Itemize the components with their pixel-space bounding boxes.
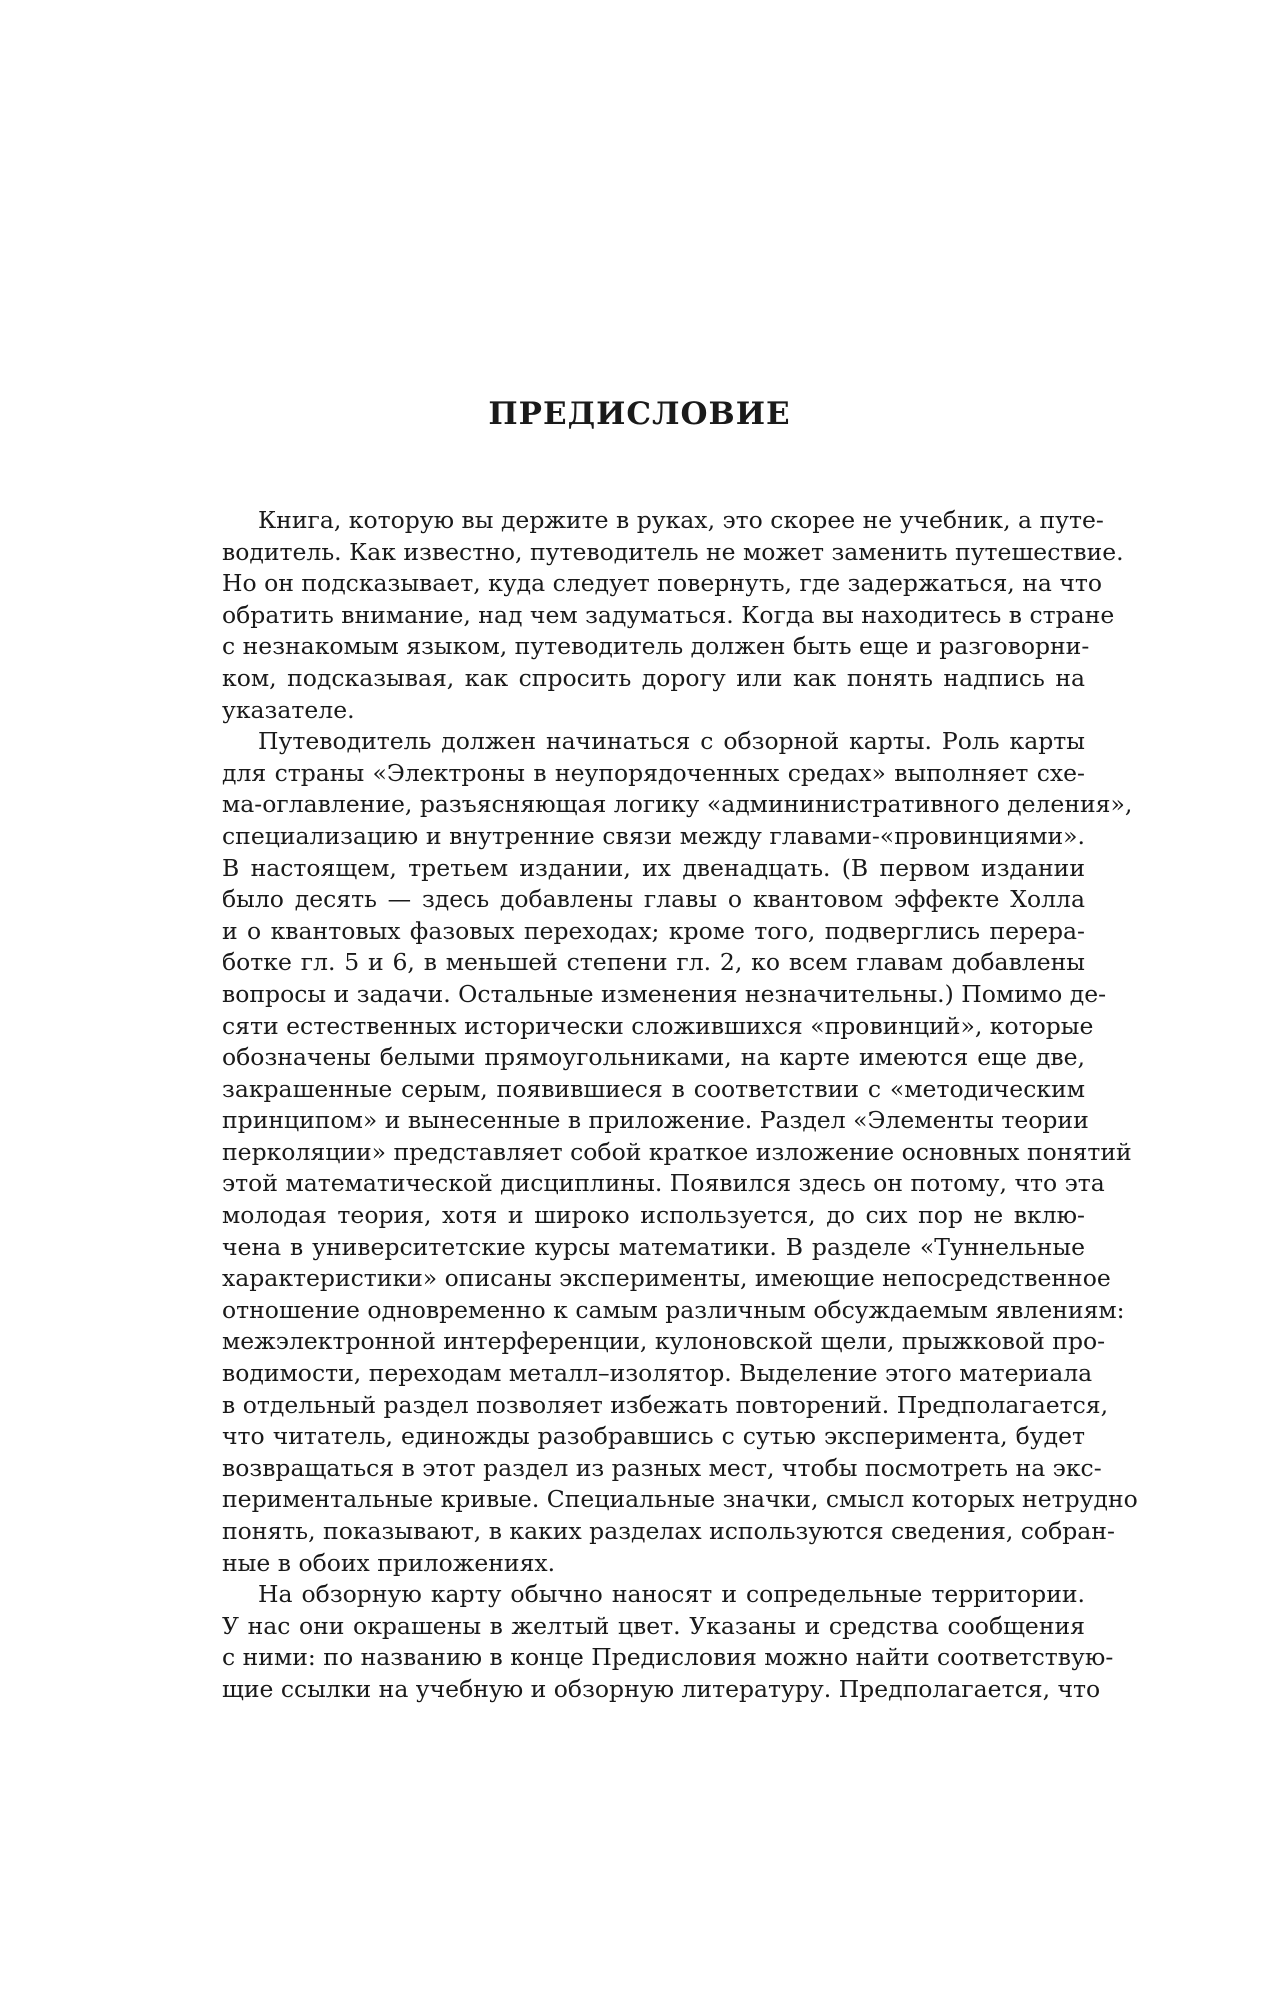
paragraph: [222, 505, 1124, 726]
text-line: этой математической дисциплины. Появился здесь он потому, что эта: [222, 1169, 1105, 1198]
text-line: сяти естественных исторически сложившихся «провинций», которые: [222, 1011, 1094, 1040]
text-line: закрашенные серым, появившиеся в соответствии с «методическим: [222, 1074, 1085, 1103]
text-line: водимости, переходам металл–изолятор. Выделение этого материала: [222, 1359, 1093, 1388]
text-line: ные в обоих приложениях.: [222, 1548, 556, 1577]
text-line: для страны «Электроны в неупорядоченных средах» выполняет схе-: [222, 758, 1085, 787]
text-line: было десять — здесь добавлены главы о квантовом эффекте Холла: [222, 885, 1085, 914]
text-line: периментальные кривые. Специальные значки, смысл которых нетрудно: [222, 1485, 1138, 1514]
text-line: характеристики» описаны эксперименты, имеющие непосредственное: [222, 1264, 1111, 1293]
text-line: специализацию и внутренние связи между главами-«провинциями».: [222, 821, 1085, 850]
text-line: водитель. Как известно, путеводитель не может заменить путешествие.: [222, 537, 1124, 566]
text-line: указателе.: [222, 695, 355, 724]
text-line: Но он подсказывает, куда следует повернуть, где задержаться, на что: [222, 569, 1103, 598]
text-line: вопросы и задачи. Остальные изменения незначительны.) Помимо де-: [222, 979, 1107, 1008]
text-line: возвращаться в этот раздел из разных мест, чтобы посмотреть на экс-: [222, 1453, 1102, 1482]
text-line: обозначены белыми прямоугольниками, на карте имеются еще две,: [222, 1043, 1085, 1072]
paragraph: [222, 1579, 1114, 1705]
text-line: ботке гл. 5 и 6, в меньшей степени гл. 2, ко всем главам добавлены: [222, 948, 1085, 977]
text-line: межэлектронной интерференции, кулоновской щели, прыжковой про-: [222, 1327, 1106, 1356]
text-line: и о квантовых фазовых переходах; кроме того, подверглись перера-: [222, 916, 1085, 945]
paragraph: [222, 726, 1138, 1579]
text-line: молодая теория, хотя и широко используется, до сих пор не вклю-: [222, 1201, 1085, 1230]
text-line: в отдельный раздел позволяет избежать повторений. Предполагается,: [222, 1390, 1109, 1419]
preface-body: [222, 505, 1138, 1706]
text-line: щие ссылки на учебную и обзорную литературу. Предполагается, что: [222, 1674, 1101, 1703]
text-line: принципом» и вынесенные в приложение. Раздел «Элементы теории: [222, 1106, 1089, 1135]
text-line: Книга, которую вы держите в руках, это скорее не учебник, а путе-: [258, 506, 1104, 534]
text-line: перколяции» представляет собой краткое изложение основных понятий: [222, 1137, 1132, 1166]
text-line: с незнакомым языком, путеводитель должен быть еще и разговорни-: [222, 632, 1090, 661]
text-line: На обзорную карту обычно наносят и сопредельные территории.: [258, 1580, 1085, 1609]
text-line: Путеводитель должен начинаться с обзорной карты. Роль карты: [258, 727, 1085, 756]
text-line: чена в университетские курсы математики. В разделе «Туннельные: [222, 1232, 1085, 1261]
text-line: В настоящем, третьем издании, их двенадцать. (В первом издании: [222, 853, 1085, 882]
text-line: отношение одновременно к самым различным обсуждаемым явлениям:: [222, 1295, 1125, 1324]
text-line: У нас они окрашены в желтый цвет. Указаны и средства сообщения: [222, 1611, 1085, 1640]
text-line: ком, подсказывая, как спросить дорогу или как понять надпись на: [222, 663, 1085, 692]
text-line: обратить внимание, над чем задуматься. Когда вы находитесь в стране: [222, 600, 1115, 629]
text-line: ма-оглавление, разъясняющая логику «админинистративного деления»,: [222, 790, 1133, 819]
page-title: ПРЕДИСЛОВИЕ: [488, 396, 791, 432]
text-line: что читатель, единожды разобравшись с сутью эксперимента, будет: [222, 1422, 1085, 1451]
text-line: с ними: по названию в конце Предисловия можно найти соответствую-: [222, 1643, 1114, 1672]
text-line: понять, показывают, в каких разделах используются сведения, собран-: [222, 1517, 1115, 1545]
